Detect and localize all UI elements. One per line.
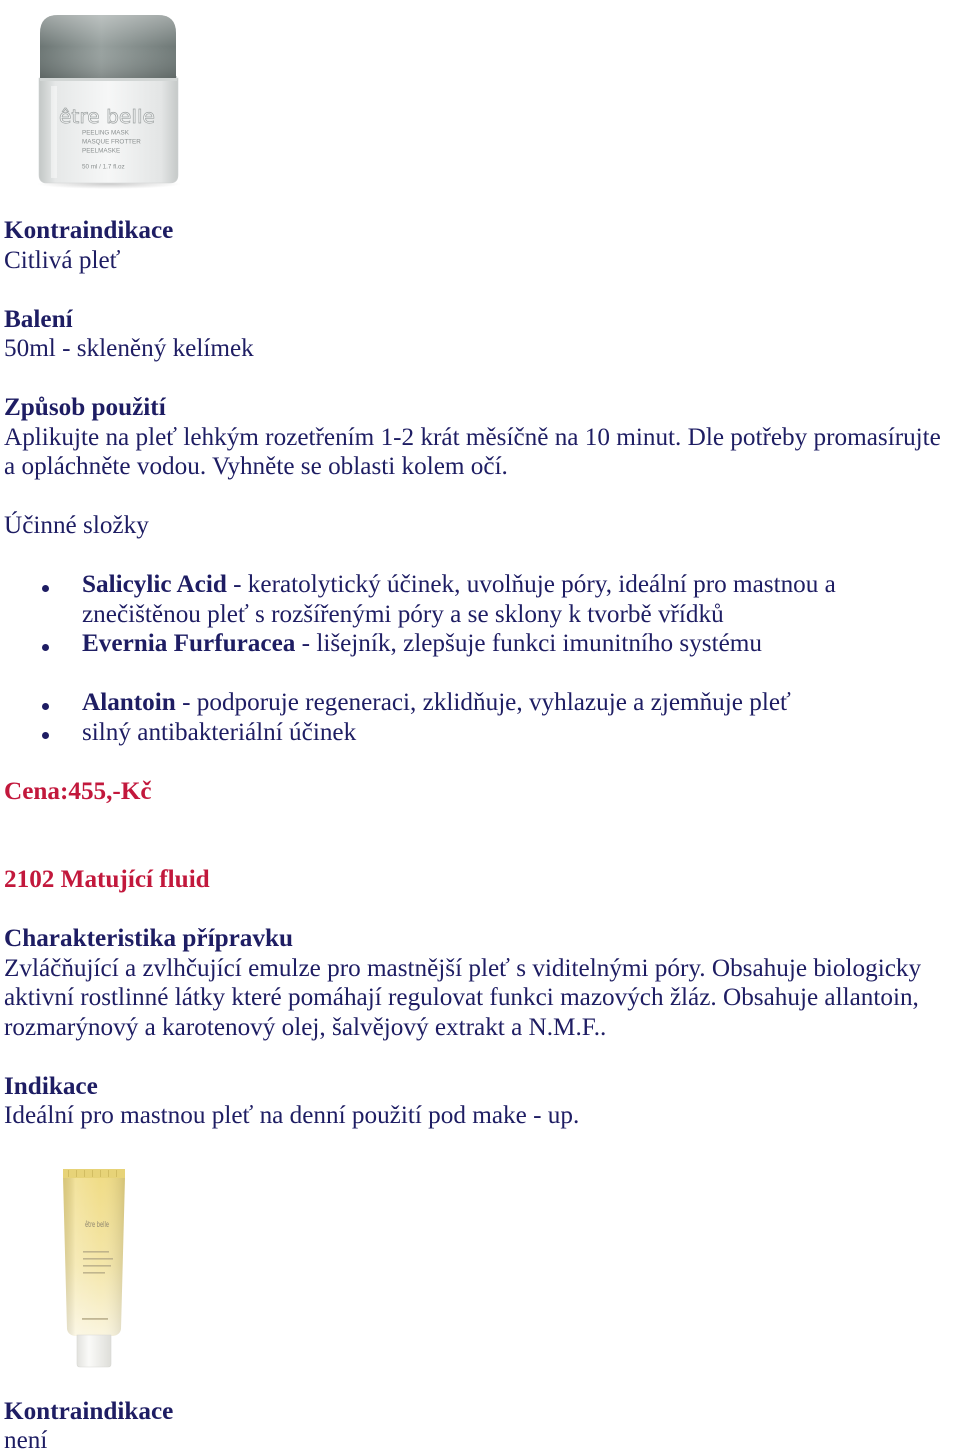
active-ingredients-list xyxy=(4,570,960,747)
tube-label-line xyxy=(83,1258,113,1260)
ingredient-item xyxy=(4,629,960,659)
active-ingredients-heading: Účinné složky xyxy=(4,512,149,539)
peeling-mask-jar-image xyxy=(35,12,185,190)
tube-crimp-ridge xyxy=(108,1170,109,1177)
ingredient-description: silný antibakteriální účinek xyxy=(82,718,357,746)
jar-label-line: PEELING MASK xyxy=(82,129,129,137)
tube-crimp-ridge xyxy=(116,1170,117,1177)
bullet-icon xyxy=(42,703,49,710)
peeling-mask-contraindications xyxy=(4,216,960,275)
contraindications-heading: Kontraindikace xyxy=(4,217,174,244)
tube-brand-logo: être belle xyxy=(85,1219,110,1229)
jar-glass-highlight xyxy=(51,86,57,178)
characteristics-text-line: aktivní rostlinné látky které pomáhají regulovat funkci mazových žláz. Obsahuje allantoin, xyxy=(4,984,919,1011)
ingredient-item xyxy=(4,688,960,718)
ingredient-item xyxy=(4,570,960,629)
ingredient-description: - lišejník, zlepšuje funkci imunitního systému xyxy=(301,630,762,657)
usage-text-line: Aplikujte na pleť lehkým rozetřením 1-2 krát měsíčně na 10 minut. Dle potřeby promasírujte xyxy=(4,423,941,451)
tube-crimp-ridge xyxy=(100,1170,101,1177)
tube-body-shading xyxy=(63,1177,125,1336)
indications-text: Ideální pro mastnou pleť na denní použití pod make - up. xyxy=(4,1102,580,1129)
tube-label-line xyxy=(83,1265,111,1267)
usage-text-line: a opláchněte vodou. Vyhněte se oblasti kolem očí. xyxy=(4,453,508,480)
mattifying-fluid-contraindications xyxy=(4,1397,960,1456)
peeling-mask-price xyxy=(4,777,960,807)
tube-crimp xyxy=(63,1169,125,1178)
contraindications-heading: Kontraindikace xyxy=(4,1397,174,1425)
ingredient-description: - podporuje regeneraci, zklidňuje, vyhlazuje a zjemňuje pleť xyxy=(182,689,791,716)
tube-cap xyxy=(77,1335,111,1367)
ingredient-line xyxy=(82,629,960,659)
peeling-mask-packaging xyxy=(4,305,960,364)
jar-label-line: PEELMASKE xyxy=(82,147,121,155)
bullet-icon xyxy=(42,732,49,739)
tube-crimp-ridge xyxy=(84,1170,85,1177)
price-label: Cena:455,-Kč xyxy=(4,777,152,805)
mattifying-fluid-indications xyxy=(4,1072,960,1131)
mattifying-fluid-characteristics xyxy=(4,924,960,1042)
characteristics-heading: Charakteristika přípravku xyxy=(4,925,293,952)
characteristics-text-line: Zvláčňující a zvlhčující emulze pro mastnější pleť s viditelnými póry. Obsahuje biologicky xyxy=(4,954,922,982)
ingredient-line xyxy=(82,688,960,718)
product-title: 2102 Matující fluid xyxy=(4,866,210,893)
tube-label-line xyxy=(83,1272,105,1274)
bullet-icon xyxy=(42,585,49,592)
indications-heading: Indikace xyxy=(4,1072,98,1100)
tube-photo-block xyxy=(0,1131,960,1397)
ingredient-item xyxy=(4,718,960,748)
tube-size-label xyxy=(82,1318,108,1320)
ingredient-description-continued: znečištěnou pleť s rozšířenými póry a se sklony k tvorbě vřídků xyxy=(82,600,724,628)
tube-crimp-ridge xyxy=(76,1170,77,1177)
packaging-text: 50ml - skleněný kelímek xyxy=(4,335,254,362)
peeling-mask-usage xyxy=(4,393,960,482)
jar-label-line: MASQUE FROTTER xyxy=(82,138,141,146)
product-description-document xyxy=(0,216,960,1456)
mattifying-fluid-header xyxy=(4,865,960,895)
jar-size-label: 50 ml / 1.7 fl.oz xyxy=(82,163,125,171)
jar-lid-shading xyxy=(40,15,176,78)
tube-crimp-ridge xyxy=(68,1170,69,1177)
bullet-icon xyxy=(42,644,49,651)
characteristics-text-line: rozmarýnový a karotenový olej, šalvějový extrakt a N.M.F.. xyxy=(4,1013,607,1041)
contraindications-text: není xyxy=(4,1427,48,1454)
ingredient-name: Evernia Furfuracea xyxy=(82,630,296,657)
ingredient-name: Salicylic Acid xyxy=(82,571,227,598)
ingredient-description: - keratolytický účinek, uvolňuje póry, ideální pro mastnou a xyxy=(233,571,836,598)
jar-brand-logo: être belle xyxy=(59,106,155,128)
peeling-mask-active-ingredients xyxy=(4,511,960,747)
ingredient-name: Alantoin xyxy=(82,689,176,716)
contraindications-text: Citlivá pleť xyxy=(4,246,121,274)
mattifying-fluid-tube-image xyxy=(58,1165,130,1369)
tube-crimp-ridge xyxy=(92,1170,93,1177)
usage-heading: Způsob použití xyxy=(4,394,166,421)
ingredient-line xyxy=(82,570,960,600)
tube-label-line xyxy=(83,1251,109,1253)
packaging-heading: Balení xyxy=(4,305,73,333)
